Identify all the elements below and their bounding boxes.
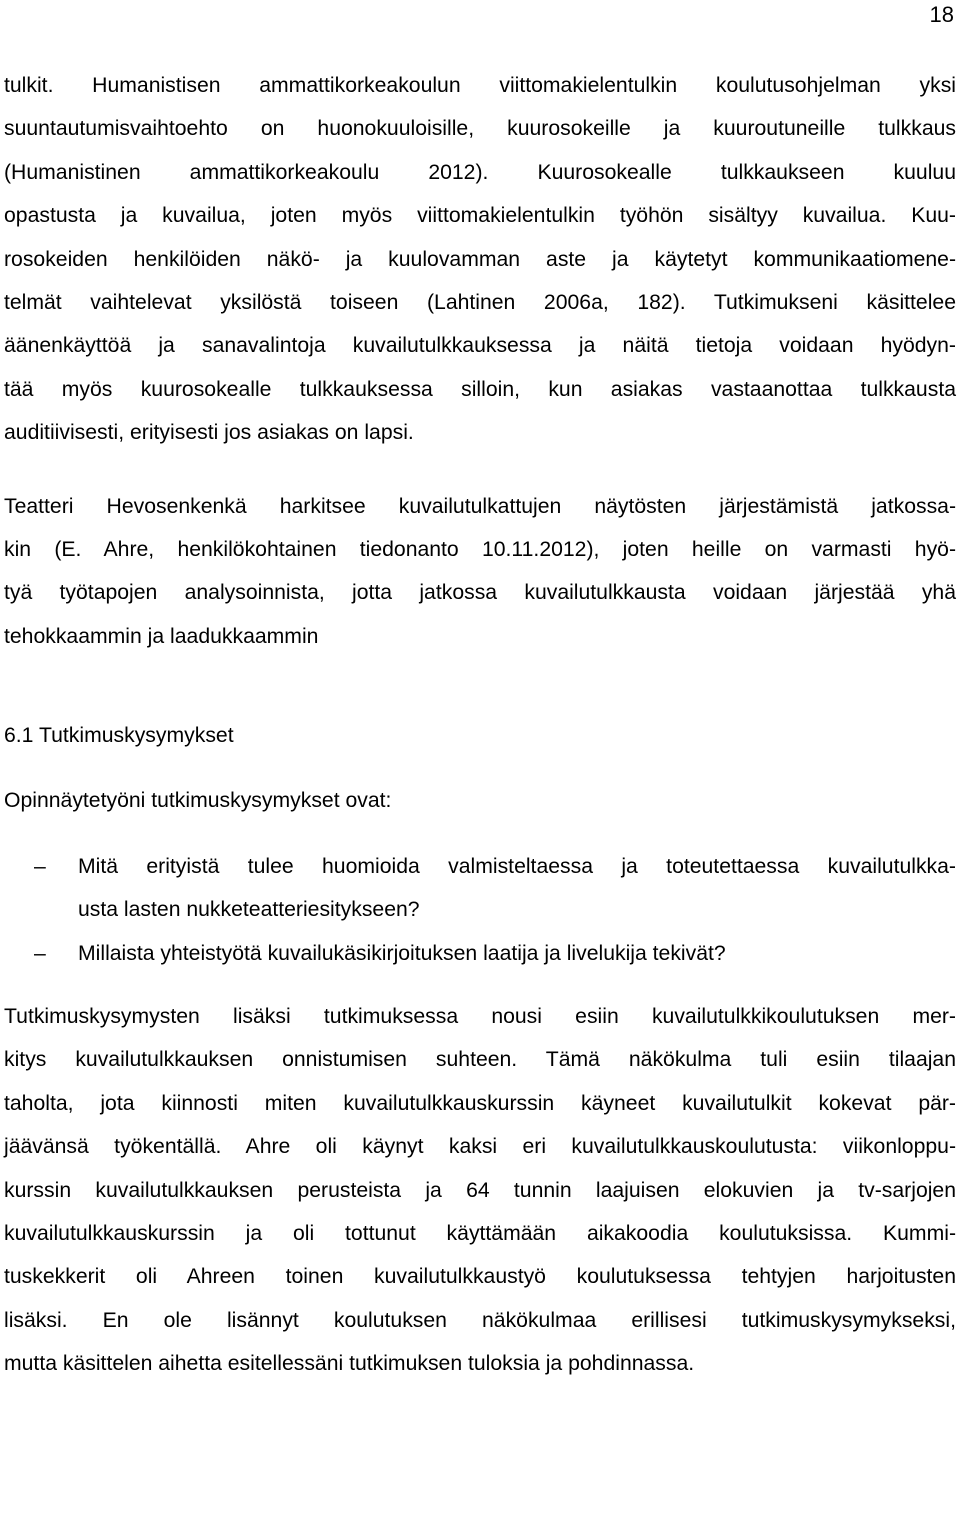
list-item xyxy=(4,932,956,975)
dash-bullet: – xyxy=(34,854,46,878)
text-line: jäävänsä työkentällä. Ahre oli käynyt kaksi eri kuvailutulkkauskoulutusta: viikonloppu- xyxy=(4,1135,956,1159)
text-line: Teatteri Hevosenkenkä harkitsee kuvailutulkattujen näytösten järjestämistä jatkossa- xyxy=(4,494,956,518)
paragraph-2 xyxy=(4,485,956,659)
text-line: rosokeiden henkilöiden näkö- ja kuulovamman aste ja käytetyt kommunikaatiomene- xyxy=(4,247,956,271)
section-heading: 6.1 Tutkimuskysymykset xyxy=(4,724,234,748)
text-line: äänenkäyttöä ja sanavalintoja kuvailutulkkauksessa ja näitä tietoja voidaan hyödyn- xyxy=(4,334,956,358)
list-item xyxy=(4,845,956,932)
text-line: tuskekkerit oli Ahreen toinen kuvailutulkkaustyö koulutuksessa tehtyjen harjoitusten xyxy=(4,1265,956,1289)
text-line: kurssin kuvailutulkkauksen perusteista ja 64 tunnin laajuisen elokuvien ja tv-sarjojen xyxy=(4,1178,956,1202)
paragraph-3 xyxy=(4,995,956,1386)
text-line: (Humanistinen ammattikorkeakoulu 2012). Kuurosokealle tulkkaukseen kuuluu xyxy=(4,160,956,184)
text-line: kin (E. Ahre, henkilökohtainen tiedonanto 10.11.2012), joten heille on varmasti hyö- xyxy=(4,537,956,561)
text-line: telmät vaihtelevat yksilöstä toiseen (Lahtinen 2006a, 182). Tutkimukseni käsittelee xyxy=(4,290,956,314)
text-line: tyä työtapojen analysoinnista, jotta jatkossa kuvailutulkkausta voidaan järjestää yhä xyxy=(4,581,956,605)
dash-bullet: – xyxy=(34,941,46,965)
text-line: kuvailutulkkauskurssin ja oli tottunut käyttämään aikakoodia koulutuksissa. Kummi- xyxy=(4,1221,956,1245)
document-body xyxy=(4,64,956,1386)
questions-intro: Opinnäytetyöni tutkimuskysymykset ovat: xyxy=(4,789,392,813)
text-line: usta lasten nukketeatteriesitykseen? xyxy=(78,898,420,922)
text-line: Mitä erityistä tulee huomioida valmisteltaessa ja toteutettaessa kuvailutulkka- xyxy=(78,854,956,878)
text-line: kitys kuvailutulkkauksen onnistumisen suhteen. Tämä näkökulma tuli esiin tilaajan xyxy=(4,1048,956,1072)
text-line: opastusta ja kuvailua, joten myös viittomakielentulkin työhön sisältyy kuvailua. Kuu- xyxy=(4,204,956,228)
text-line: Millaista yhteistyötä kuvailukäsikirjoituksen laatija ja livelukija tekivät? xyxy=(78,941,726,965)
text-line: tää myös kuurosokealle tulkkauksessa silloin, kun asiakas vastaanottaa tulkkausta xyxy=(4,377,956,401)
research-questions-list xyxy=(4,845,956,975)
text-line: suuntautumisvaihtoehto on huonokuuloisille, kuurosokeille ja kuuroutuneille tulkkaus xyxy=(4,117,956,141)
text-line: lisäksi. En ole lisännyt koulutuksen näkökulmaa erillisesi tutkimuskysymykseksi, xyxy=(4,1308,956,1332)
page-number: 18 xyxy=(929,2,954,27)
paragraph-1 xyxy=(4,64,956,455)
text-line: taholta, jota kiinnosti miten kuvailutulkkauskurssin käyneet kuvailutulkit kokevat pär- xyxy=(4,1091,956,1115)
text-line: Tutkimuskysymysten lisäksi tutkimuksessa nousi esiin kuvailutulkkikoulutuksen mer- xyxy=(4,1005,956,1029)
text-line: tehokkaammin ja laadukkaammin xyxy=(4,624,319,648)
text-line: mutta käsittelen aihetta esitellessäni tutkimuksen tuloksia ja pohdinnassa. xyxy=(4,1352,695,1376)
text-line: auditiivisesti, erityisesti jos asiakas on lapsi. xyxy=(4,421,414,445)
text-line: tulkit. Humanistisen ammattikorkeakoulun viittomakielentulkin koulutusohjelman yksi xyxy=(4,74,956,97)
